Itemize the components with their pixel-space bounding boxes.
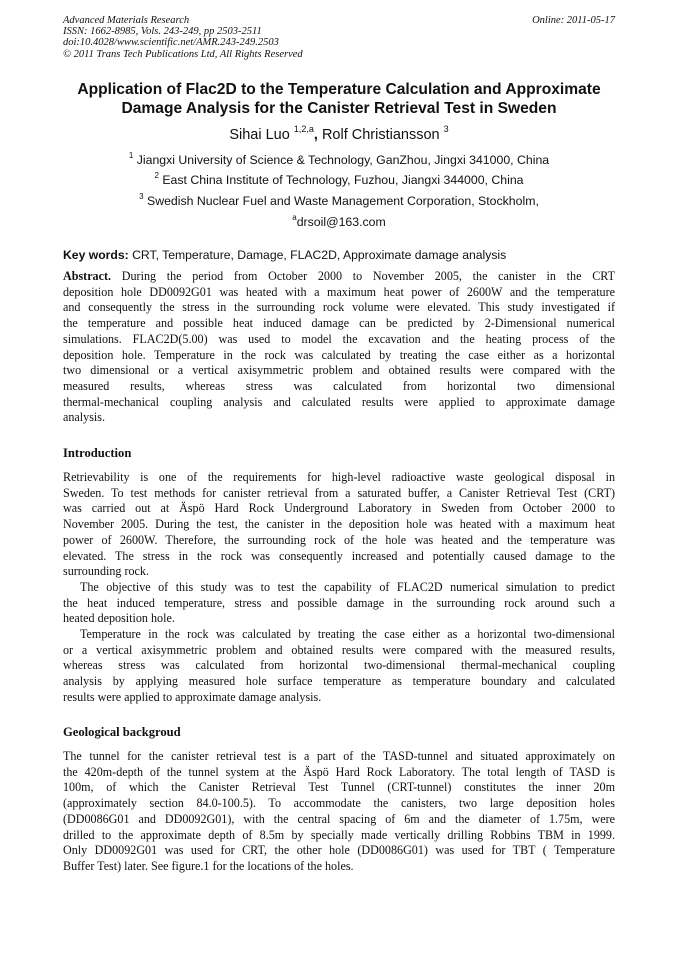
- paragraph-line: Only DD0092G01 was used for CRT, the other hole (DD0086G01) was used for TBT ( Temperature: [63, 843, 615, 858]
- abstract-line: two dimensional or a vertical axisymmetric problem and obtained results were compared with the: [63, 363, 615, 378]
- paragraph-line: Buffer Test) later. See figure.1 for the locations of the holes.: [63, 858, 354, 873]
- copyright-line: © 2011 Trans Tech Publications Ltd, All Rights Reserved: [63, 48, 303, 60]
- abstract-line: analysis.: [63, 410, 105, 425]
- title-line-1: Application of Flac2D to the Temperature Calculation and Approximate: [77, 81, 601, 98]
- author-email: [63, 213, 615, 229]
- abstract-line: and consequently the stress in the surrounding rock volume were elevated. This study investigated if: [63, 300, 615, 315]
- abstract: [63, 269, 615, 426]
- abstract-line: measured results, whereas stress was calculated from horizontal two dimensional: [63, 378, 615, 393]
- paragraph-line: 100m, of which the Canister Retrieval Test Tunnel (CRT-tunnel) constitutes the inner 20m: [63, 780, 615, 795]
- journal-name: Advanced Materials Research: [63, 15, 190, 26]
- affiliation-text: Jiangxi University of Science & Technology, GanZhou, Jingxi 341000, China: [136, 153, 550, 167]
- geology-body: [63, 749, 615, 875]
- paragraph-line: surrounding rock.: [63, 564, 149, 579]
- abstract-line: thermal-mechanical coupling analysis and calculated results were applied to approximate damage: [63, 394, 615, 409]
- title-line-2: Damage Analysis for the Canister Retrieval Test in Sweden: [121, 99, 557, 117]
- paragraph-line: heated deposition hole.: [63, 611, 175, 626]
- abstract-line: deposition hole DD0092G01 was heated with a maximum heat power of 2600W and the temperature: [63, 284, 615, 299]
- paragraph-line: Temperature in the rock was calculated by treating the case either as a horizontal two-dimensional: [80, 627, 615, 642]
- affiliation-1: [63, 151, 615, 167]
- affiliation-mark: 1: [128, 151, 134, 160]
- paragraph-line: The objective of this study was to test the capability of FLAC2D numerical simulation to predict: [80, 579, 615, 594]
- journal-header: [63, 15, 303, 60]
- issn-line: ISSN: 1662-8985, Vols. 243-249, pp 2503-2511: [63, 26, 262, 38]
- affiliation-mark: 2: [154, 171, 159, 180]
- author-separator: ,: [313, 127, 322, 143]
- affiliation-2: [63, 171, 615, 187]
- paragraph-line: was carried out at Äspö Hard Rock Underground Laboratory in Sweden from October 2000 to: [63, 501, 615, 516]
- paragraph-line: whereas stress was calculated from horizontal two-dimensional thermal-mechanical coupling: [63, 658, 615, 673]
- author-2-affiliation-mark: 3: [443, 124, 449, 134]
- paragraph-line: the 420m-depth of the tunnel system at the Äspö Hard Rock Laboratory. The total length of TASD is: [63, 764, 615, 779]
- paragraph-line: elevated. The stress in the rock was consequently increased and potentially caused damage to the: [63, 548, 615, 563]
- email-mark: a: [292, 213, 297, 222]
- online-date: Online: 2011-05-17: [532, 15, 615, 26]
- email-text[interactable]: drsoil@163.com: [296, 215, 386, 229]
- section-heading-geological-background: Geological backgroud: [63, 725, 181, 739]
- paragraph-line: November 2005. During the test, the canister in the deposition hole was heated with a maximum heat: [63, 517, 615, 532]
- author-line: [63, 124, 615, 143]
- paragraph-line: The tunnel for the canister retrieval test is a part of the TASD-tunnel and situated approximately on: [63, 749, 615, 763]
- keywords-text: CRT, Temperature, Damage, FLAC2D, Approximate damage analysis: [128, 248, 507, 262]
- paragraph-line: drilled to the approximate depth of 8.5m by specially made vertically drilling Robbins TBM in 1999.: [63, 827, 615, 842]
- keywords: [63, 248, 506, 262]
- paragraph-line: (approximately section 84.0-100.5). To accommodate the canisters, two large deposition holes: [63, 796, 615, 811]
- paragraph-line: or a vertical axisymmetric problem and obtained results were compared with the measured results,: [63, 642, 615, 657]
- abstract-line: deposition hole. Temperature in the rock was calculated by treating the case either as a horizontal: [63, 347, 615, 362]
- abstract-line: the temperature and possible heat induced damage can be predicted by 2-Dimensional numerical: [63, 316, 615, 331]
- author-1-affiliation-mark: 1,2,a: [293, 124, 314, 134]
- affiliation-text: East China Institute of Technology, Fuzhou, Jiangxi 344000, China: [162, 173, 524, 187]
- introduction-body: [63, 470, 615, 706]
- paragraph-line: Retrievability is one of the requirements for high-level radioactive waste geological disposal in: [63, 470, 615, 484]
- abstract-line: simulations. FLAC2D(5.00) was used to model the excavation and the heating process of the: [63, 331, 615, 346]
- abstract-line: Abstract. During the period from October 2000 to November 2005, the canister in the CRT: [63, 269, 615, 283]
- section-heading-introduction: Introduction: [63, 446, 132, 460]
- paper-title: [55, 81, 623, 118]
- paragraph-line: (DD0086G01 and DD0092G01), with the central spacing of 6m and the diameter of 1.75m, were: [63, 811, 615, 826]
- paragraph-line: the heat induced temperature, stress and possible damage in the surrounding rock around such a: [63, 595, 615, 610]
- abstract-label: Abstract.: [63, 269, 112, 283]
- keywords-label: Key words:: [63, 248, 129, 262]
- author-2-name: Rolf Christiansson: [321, 127, 440, 143]
- affiliation-text: Swedish Nuclear Fuel and Waste Management Corporation, Stockholm,: [147, 194, 539, 208]
- affiliation-mark: 3: [139, 192, 144, 201]
- paragraph-line: analysis by applying measured hole surface temperature as temperature boundary and calculated: [63, 674, 615, 689]
- paragraph-line: power of 2600W. Therefore, the surrounding rock of the hole was heated and the temperature was: [63, 532, 615, 547]
- paragraph-line: Sweden. To test methods for canister retrieval from a saturated buffer, a Canister Retrieval Test (CRT): [63, 485, 615, 500]
- doi-link[interactable]: doi:10.4028/www.scientific.net/AMR.243-249.2503: [63, 37, 279, 49]
- author-1-name: Sihai Luo: [229, 127, 290, 143]
- affiliation-3: [63, 192, 615, 208]
- paragraph-line: results were applied to approximate damage analysis.: [63, 689, 322, 704]
